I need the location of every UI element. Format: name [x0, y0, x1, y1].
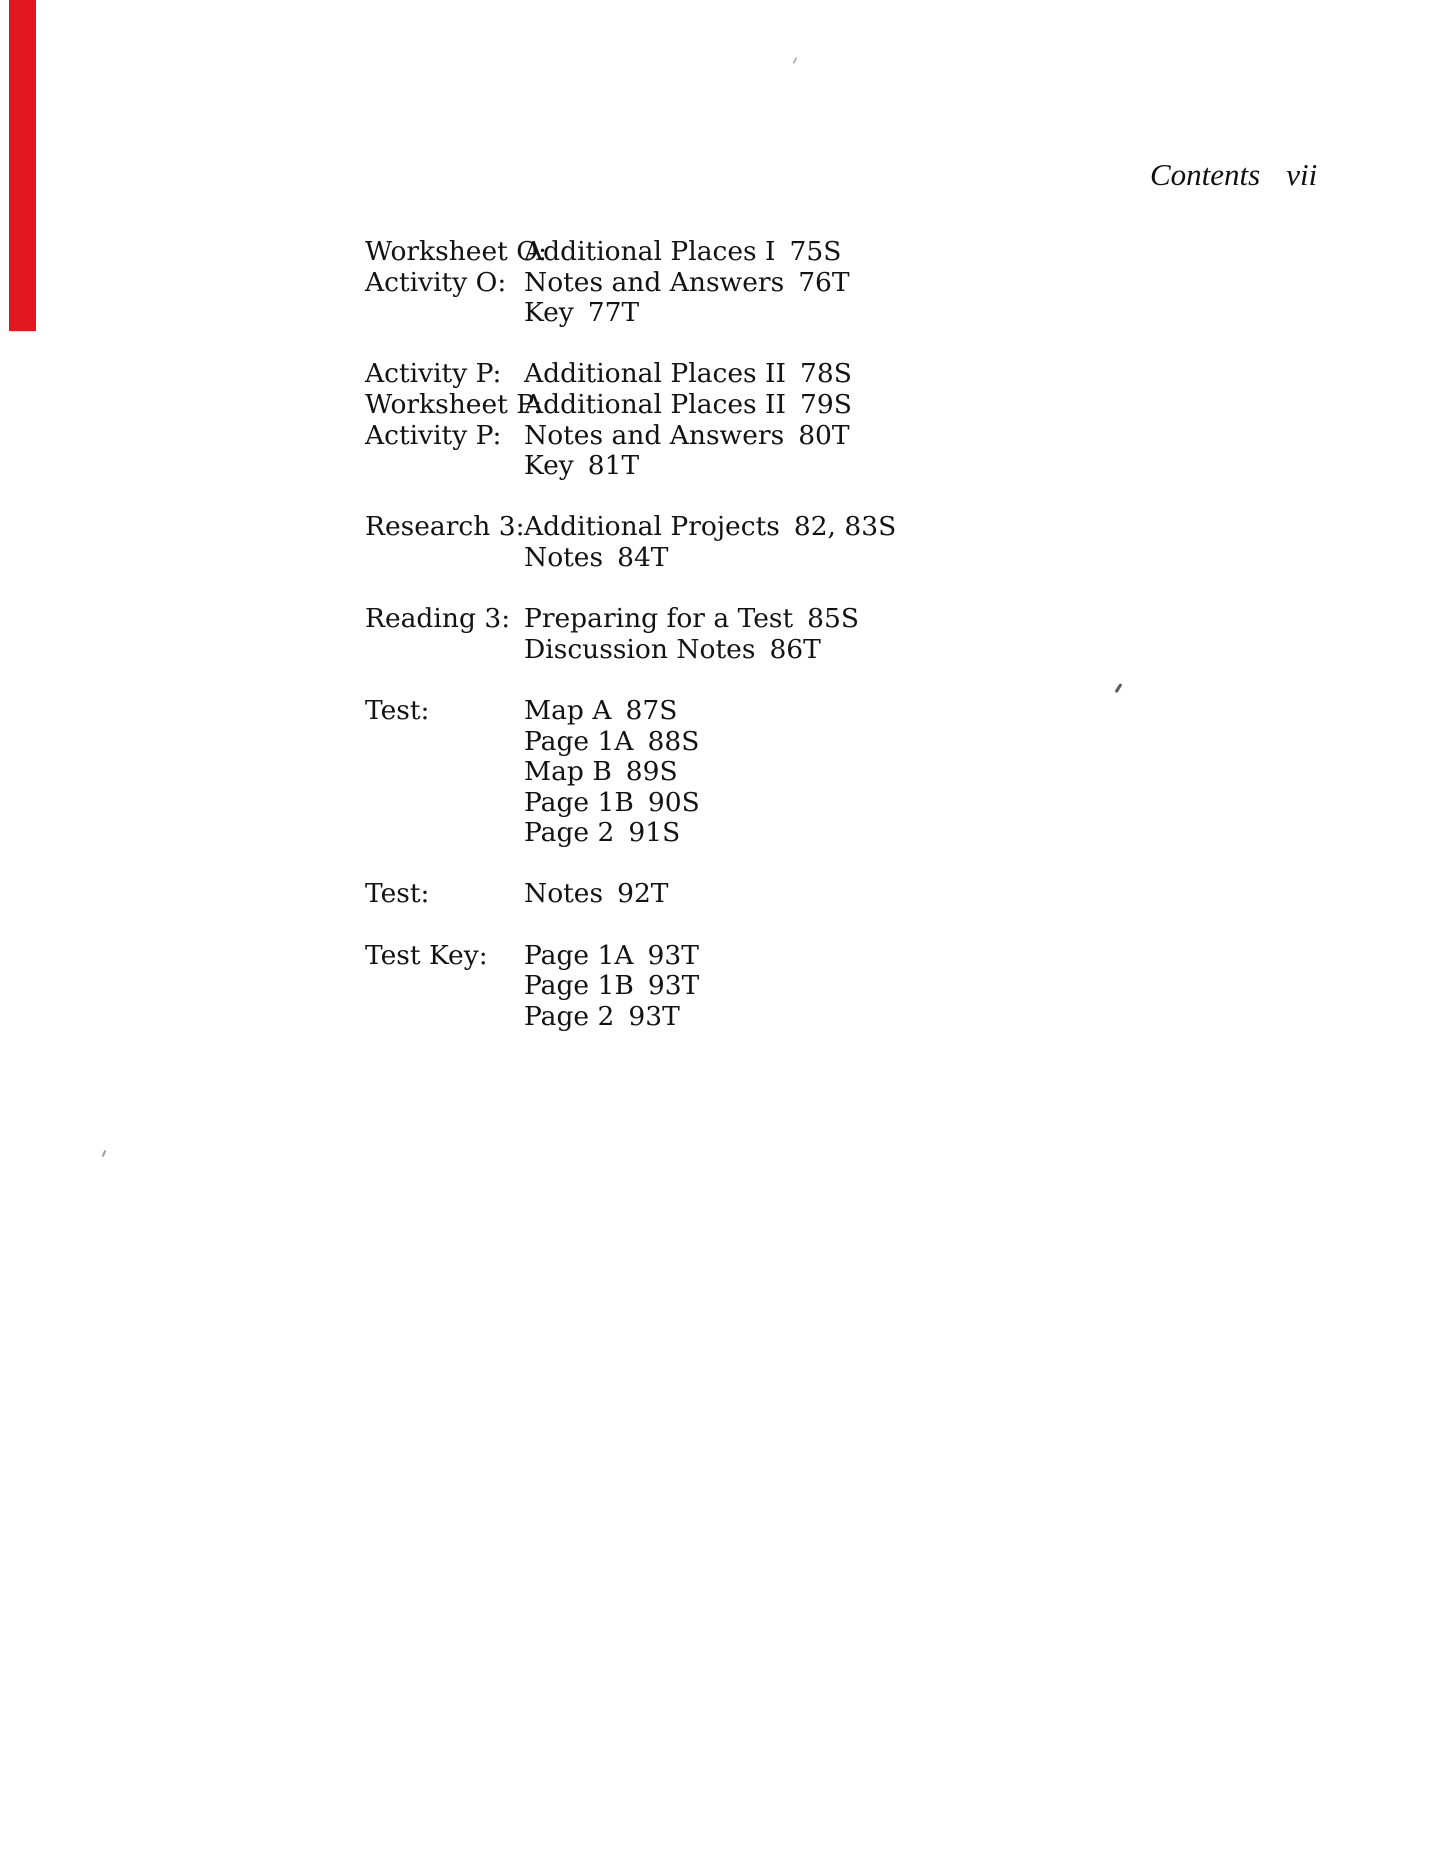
row-label [365, 727, 524, 758]
row-label [365, 757, 524, 788]
row-page-ref: 79S [799, 388, 852, 420]
toc-section [365, 604, 896, 665]
row-label [365, 543, 524, 574]
row-entry: Notes and Answers [524, 266, 785, 298]
row-entry: Page 1A [524, 939, 634, 971]
row-page-ref: 82, 83S [793, 511, 897, 543]
toc-row [365, 298, 896, 329]
row-page-ref: 85S [807, 603, 860, 635]
row-page-ref: 76T [798, 266, 850, 298]
row-label [365, 298, 524, 329]
toc-row [365, 788, 896, 819]
row-entry: Preparing for a Test [524, 603, 794, 635]
row-entry: Additional Places II [524, 358, 786, 390]
row-page-ref: 91S [628, 817, 681, 849]
row-entry: Page 2 [524, 1000, 615, 1032]
toc-row [365, 941, 896, 972]
row-entry: Discussion Notes [524, 633, 756, 665]
row-label: Activity P: [365, 358, 502, 390]
row-entry: Map B [524, 756, 612, 788]
row-page-ref: 77T [587, 297, 640, 329]
row-label: Test: [365, 694, 430, 726]
toc-section [365, 237, 896, 329]
toc-row [365, 818, 896, 849]
toc-row [365, 696, 896, 727]
toc-row [365, 879, 896, 910]
row-label [365, 788, 524, 819]
row-page-ref: 86T [769, 633, 821, 665]
row-page-ref: 81T [587, 450, 640, 482]
toc-row [365, 421, 896, 452]
scan-speck-left [102, 1150, 107, 1157]
row-label [365, 971, 524, 1002]
row-entry: Page 1A [524, 725, 634, 757]
row-label: Test: [365, 878, 430, 910]
row-entry: Additional Places II [524, 388, 786, 420]
toc-row [365, 727, 896, 758]
row-page-ref: 93T [628, 1000, 680, 1032]
binding-red-strip [9, 0, 36, 331]
row-label [365, 818, 524, 849]
row-page-ref: 92T [617, 878, 669, 910]
row-label [365, 1002, 524, 1033]
row-label: Reading 3: [365, 603, 511, 635]
toc-section [365, 879, 896, 910]
scan-speck-top [792, 57, 797, 64]
running-head-page-number: vii [1286, 157, 1318, 192]
row-entry: Notes and Answers [524, 419, 785, 451]
toc-row [365, 543, 896, 574]
row-page-ref: 75S [789, 236, 842, 267]
row-page-ref: 93T [647, 970, 700, 1002]
toc-section [365, 512, 896, 573]
row-label: Activity O: [365, 266, 507, 298]
row-entry: Notes [524, 541, 604, 573]
toc-row [365, 971, 896, 1002]
row-entry: Key [524, 450, 574, 482]
toc-row [365, 757, 896, 788]
row-page-ref: 80T [798, 419, 850, 451]
row-entry: Page 1B [524, 970, 634, 1002]
row-page-ref: 93T [647, 939, 699, 971]
row-entry: Map A [524, 694, 612, 726]
toc-row [365, 1002, 896, 1033]
row-page-ref: 90S [647, 786, 700, 818]
row-entry: Key [524, 297, 574, 329]
toc-row [365, 451, 896, 482]
running-head-title: Contents [1150, 157, 1261, 192]
row-label [365, 635, 524, 666]
row-entry: Notes [524, 878, 604, 910]
toc-list [365, 237, 896, 1063]
row-label: Worksheet P: [365, 388, 543, 420]
row-entry: Page 2 [524, 817, 615, 849]
row-page-ref: 88S [647, 725, 700, 757]
row-entry: Page 1B [524, 786, 634, 818]
toc-row [365, 390, 896, 421]
row-entry: Additional Places I [524, 236, 776, 267]
row-page-ref: 89S [625, 756, 678, 788]
toc-row [365, 635, 896, 666]
scan-speck-right [1115, 683, 1122, 693]
row-label: Research 3: [365, 511, 525, 543]
toc-section [365, 696, 896, 849]
toc-row [365, 604, 896, 635]
toc-row [365, 237, 896, 268]
row-label: Activity P: [365, 419, 502, 451]
row-entry: Additional Projects [524, 511, 780, 543]
toc-section [365, 941, 896, 1033]
toc-row [365, 268, 896, 299]
row-page-ref: 84T [617, 541, 669, 573]
toc-row [365, 359, 896, 390]
row-page-ref: 87S [625, 694, 678, 726]
toc-row [365, 512, 896, 543]
running-head [1150, 157, 1317, 193]
row-label: Test Key: [365, 939, 488, 971]
row-label: Worksheet O: [365, 236, 547, 267]
row-label [365, 451, 524, 482]
toc-section [365, 359, 896, 481]
row-page-ref: 78S [799, 358, 852, 390]
